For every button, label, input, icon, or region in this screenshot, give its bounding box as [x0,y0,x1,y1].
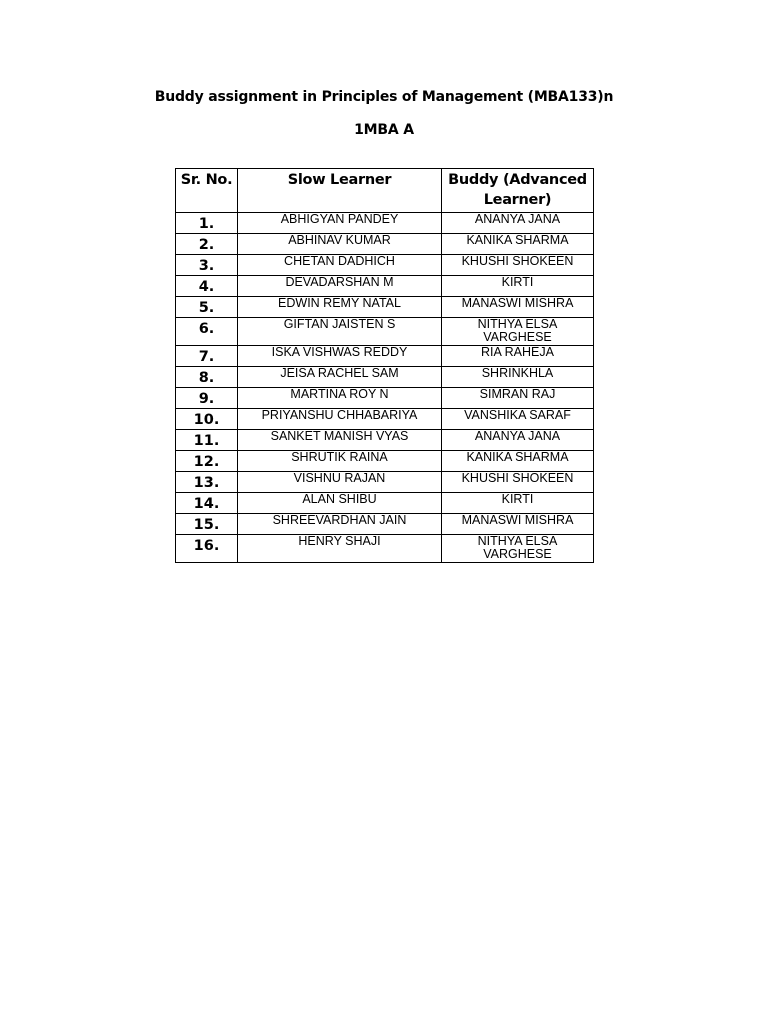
cell-sr-no: 8. [176,367,238,388]
table-header-row [176,169,594,213]
table-row [176,430,594,451]
cell-sr-no: 2. [176,234,238,255]
buddy-table [175,168,594,563]
table-row [176,388,594,409]
cell-buddy: KHUSHI SHOKEEN [442,255,594,276]
table-row [176,276,594,297]
cell-slow-learner: SHREEVARDHAN JAIN [238,514,442,535]
table-row [176,297,594,318]
cell-slow-learner: CHETAN DADHICH [238,255,442,276]
cell-slow-learner: DEVADARSHAN M [238,276,442,297]
cell-sr-no: 15. [176,514,238,535]
header-buddy: Buddy (Advanced Learner) [442,169,594,213]
cell-slow-learner: ABHINAV KUMAR [238,234,442,255]
cell-sr-no: 1. [176,213,238,234]
cell-slow-learner: ABHIGYAN PANDEY [238,213,442,234]
table-row [176,213,594,234]
cell-buddy: KANIKA SHARMA [442,234,594,255]
cell-buddy: MANASWI MISHRA [442,297,594,318]
cell-sr-no: 5. [176,297,238,318]
cell-buddy: NITHYA ELSA VARGHESE [442,318,594,346]
cell-slow-learner: JEISA RACHEL SAM [238,367,442,388]
cell-sr-no: 9. [176,388,238,409]
document-subtitle: 1MBA A [354,122,414,138]
table-row [176,472,594,493]
cell-sr-no: 14. [176,493,238,514]
cell-slow-learner: VISHNU RAJAN [238,472,442,493]
cell-buddy: SIMRAN RAJ [442,388,594,409]
cell-slow-learner: GIFTAN JAISTEN S [238,318,442,346]
cell-slow-learner: MARTINA ROY N [238,388,442,409]
cell-sr-no: 3. [176,255,238,276]
header-slow-learner: Slow Learner [238,169,442,213]
cell-slow-learner: ALAN SHIBU [238,493,442,514]
cell-buddy: ANANYA JANA [442,430,594,451]
header-sr-no: Sr. No. [176,169,238,213]
cell-buddy: KHUSHI SHOKEEN [442,472,594,493]
cell-slow-learner: EDWIN REMY NATAL [238,297,442,318]
table-row [176,318,594,346]
table-row [176,346,594,367]
table-row [176,255,594,276]
cell-buddy: MANASWI MISHRA [442,514,594,535]
cell-buddy: KIRTI [442,276,594,297]
table-row [176,234,594,255]
cell-slow-learner: SHRUTIK RAINA [238,451,442,472]
cell-sr-no: 10. [176,409,238,430]
cell-sr-no: 13. [176,472,238,493]
cell-sr-no: 7. [176,346,238,367]
cell-slow-learner: SANKET MANISH VYAS [238,430,442,451]
cell-slow-learner: HENRY SHAJI [238,535,442,563]
document-title: Buddy assignment in Principles of Management (MBA133)n [154,89,614,105]
cell-slow-learner: ISKA VISHWAS REDDY [238,346,442,367]
cell-buddy: KIRTI [442,493,594,514]
cell-buddy: SHRINKHLA [442,367,594,388]
table-row [176,409,594,430]
cell-buddy: ANANYA JANA [442,213,594,234]
cell-slow-learner: PRIYANSHU CHHABARIYA [238,409,442,430]
cell-sr-no: 12. [176,451,238,472]
cell-sr-no: 16. [176,535,238,563]
cell-buddy: RIA RAHEJA [442,346,594,367]
table-row [176,514,594,535]
table-row [176,451,594,472]
cell-buddy: VANSHIKA SARAF [442,409,594,430]
table-row [176,493,594,514]
cell-sr-no: 4. [176,276,238,297]
cell-buddy: KANIKA SHARMA [442,451,594,472]
table-row [176,535,594,563]
cell-sr-no: 6. [176,318,238,346]
table-row [176,367,594,388]
cell-sr-no: 11. [176,430,238,451]
table-body [176,213,594,563]
cell-buddy: NITHYA ELSA VARGHESE [442,535,594,563]
